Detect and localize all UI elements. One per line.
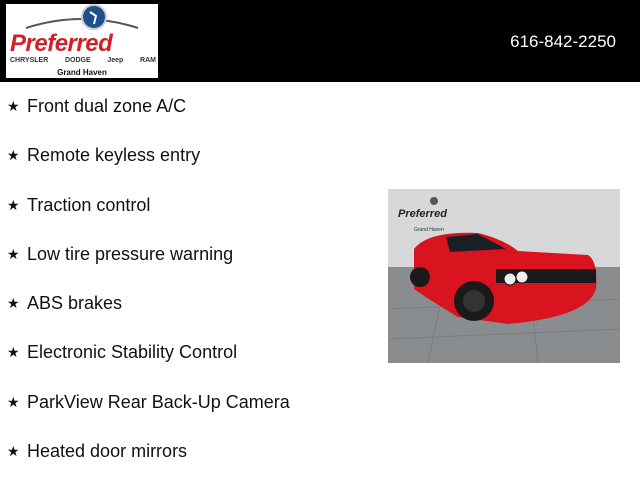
feature-item (7, 88, 290, 137)
feature-label: Electronic Stability Control (27, 342, 238, 363)
feature-item (7, 187, 290, 236)
logo-brands (10, 57, 156, 64)
star-icon: ★ (7, 245, 20, 262)
feature-label: Heated door mirrors (27, 441, 188, 462)
star-icon: ★ (7, 295, 20, 312)
feature-item (7, 285, 290, 334)
star-icon: ★ (7, 147, 20, 164)
feature-item (7, 433, 290, 482)
star-icon: ★ (7, 344, 20, 361)
feature-item (7, 236, 290, 285)
feature-item (7, 137, 290, 186)
brand-dodge: DODGE (64, 57, 91, 64)
feature-label: Front dual zone A/C (27, 96, 187, 116)
feature-label: ABS brakes (27, 293, 123, 314)
feature-label: Remote keyless entry (27, 145, 201, 166)
logo-wordmark: Preferred (10, 30, 113, 57)
header (0, 0, 640, 82)
feature-item (7, 334, 290, 383)
brand-ram: RAM (140, 57, 156, 64)
feature-label: ParkView Rear Back-Up Camera (27, 391, 290, 412)
feature-label: Traction control (27, 194, 151, 215)
brand-jeep: Jeep (107, 57, 124, 64)
vehicle-photo[interactable] (388, 189, 620, 363)
star-icon: ★ (7, 393, 20, 410)
brand-chrysler: CHRYSLER (10, 57, 49, 64)
feature-item (7, 384, 290, 433)
star-icon: ★ (7, 196, 20, 213)
photo-logo-text: Preferred (398, 208, 447, 220)
feature-list (7, 88, 290, 482)
phone-number[interactable]: 616-842-2250 (510, 32, 616, 51)
photo-logo-location: Grand Haven (414, 227, 444, 233)
dealer-logo[interactable] (6, 4, 158, 78)
logo-location: Grand Haven (57, 68, 107, 77)
star-icon: ★ (7, 98, 20, 114)
feature-label: Low tire pressure warning (27, 243, 234, 264)
star-icon: ★ (7, 443, 20, 460)
